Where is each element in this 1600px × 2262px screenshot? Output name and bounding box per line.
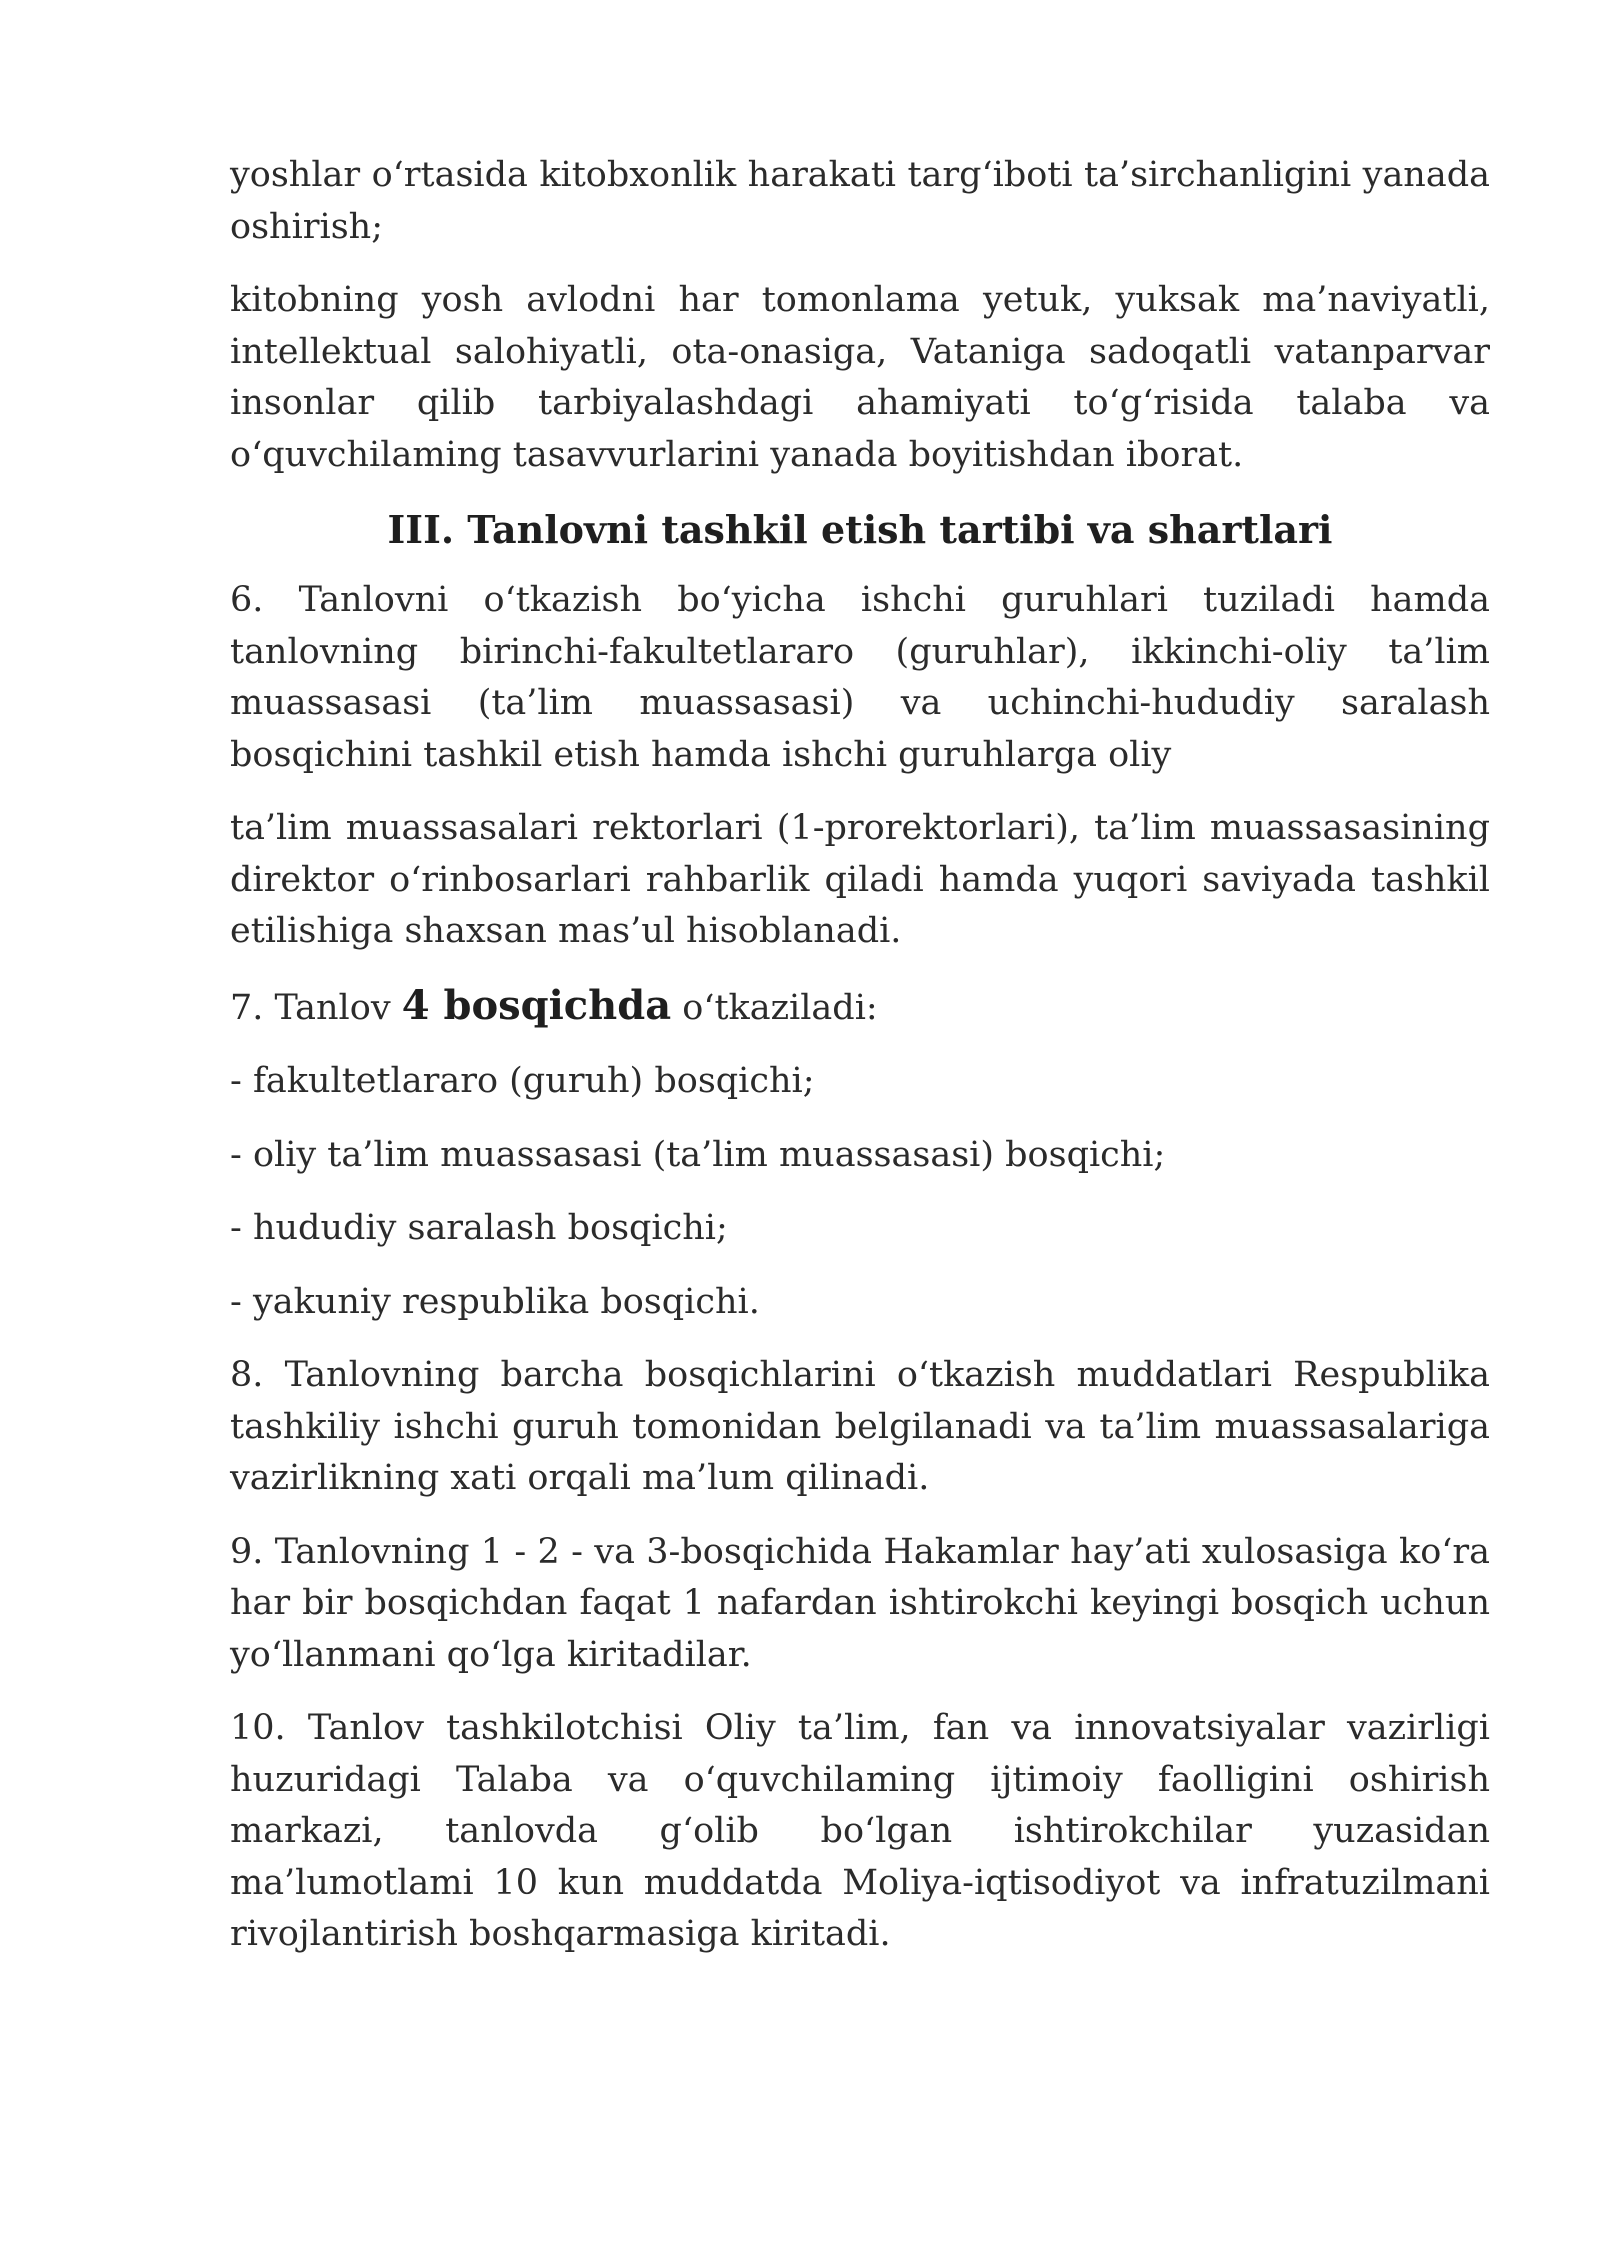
paragraph-7-bold-count: 4 bosqichda — [401, 981, 672, 1029]
paragraph-7-prefix: 7. Tanlov — [230, 987, 402, 1028]
document-page — [230, 150, 1490, 1983]
stage-item-final: - yakuniy respublika bosqichi. — [230, 1281, 760, 1322]
paragraph-6-working-groups: 6. Tanlovni o‘tkazish bo‘yicha ishchi guruhlari tuziladi hamda tanlovning birinchi-fakultetlararo (guruhlar), ikkinchi-oliy ta’lim muassasasi (ta’lim muassasasi) va uchinchi-hududiy saralash bosqichini tashkil etish hamda ishchi guruhlarga oliy — [230, 580, 1490, 775]
paragraph-9-jury: 9. Tanlovning 1 - 2 - va 3-bosqichida Hakamlar hay’ati xulosasiga ko‘ra har bir bosqichdan faqat 1 nafardan ishtirokchi keyingi bosqich uchun yo‘llanmani qo‘lga kiritadilar. — [230, 1531, 1490, 1675]
paragraph-7-suffix: o‘tkaziladi: — [671, 987, 878, 1028]
paragraph-8-deadlines: 8. Tanlovning barcha bosqichlarini o‘tkazish muddatlari Respublika tashkiliy ishchi guruh tomonidan belgilanadi va ta’lim muassasalariga vazirlikning xati orqali ma’lum qilinadi. — [230, 1355, 1490, 1498]
stage-item-institution: - oliy ta’lim muassasasi (ta’lim muassasasi) bosqichi; — [230, 1134, 1166, 1175]
stage-item-regional: - hududiy saralash bosqichi; — [230, 1208, 728, 1248]
paragraph-book-importance: kitobning yosh avlodni har tomonlama yetuk, yuksak ma’naviyatli, intellektual salohiyatli, ota-onasiga, Vataniga sadoqatli vatanparvar insonlar qilib tarbiyalashdagi ahamiyati to‘g‘risida talaba va o‘quvchilaming tasavvurlarini yanada boyitishdan iborat. — [230, 280, 1490, 475]
section-heading: III. Tanlovni tashkil etish tartibi va shartlari — [387, 507, 1333, 552]
stage-item-faculty: - fakultetlararo (guruh) bosqichi; — [230, 1061, 815, 1101]
paragraph-7-stages-intro — [230, 980, 1490, 1035]
paragraph-6-continuation: ta’lim muassasalari rektorlari (1-prorektorlari), ta’lim muassasasining direktor o‘rinbosarlari rahbarlik qiladi hamda yuqori saviyada tashkil etilishiga shaxsan mas’ul hisoblanadi. — [230, 808, 1490, 951]
paragraph-10-organizer: 10. Tanlov tashkilotchisi Oliy ta’lim, fan va innovatsiyalar vazirligi huzuridagi Talaba va o‘quvchilaming ijtimoiy faolligini oshirish markazi, tanlovda g‘olib bo‘lgan ishtirokchilar yuzasidan ma’lumotlami 10 kun muddatda Moliya-iqtisodiyot va infratuzilmani rivojlantirish boshqarmasiga kiritadi. — [230, 1708, 1490, 1954]
paragraph-reading-promotion: yoshlar o‘rtasida kitobxonlik harakati targ‘iboti ta’sirchanligini yanada oshirish; — [230, 155, 1490, 247]
